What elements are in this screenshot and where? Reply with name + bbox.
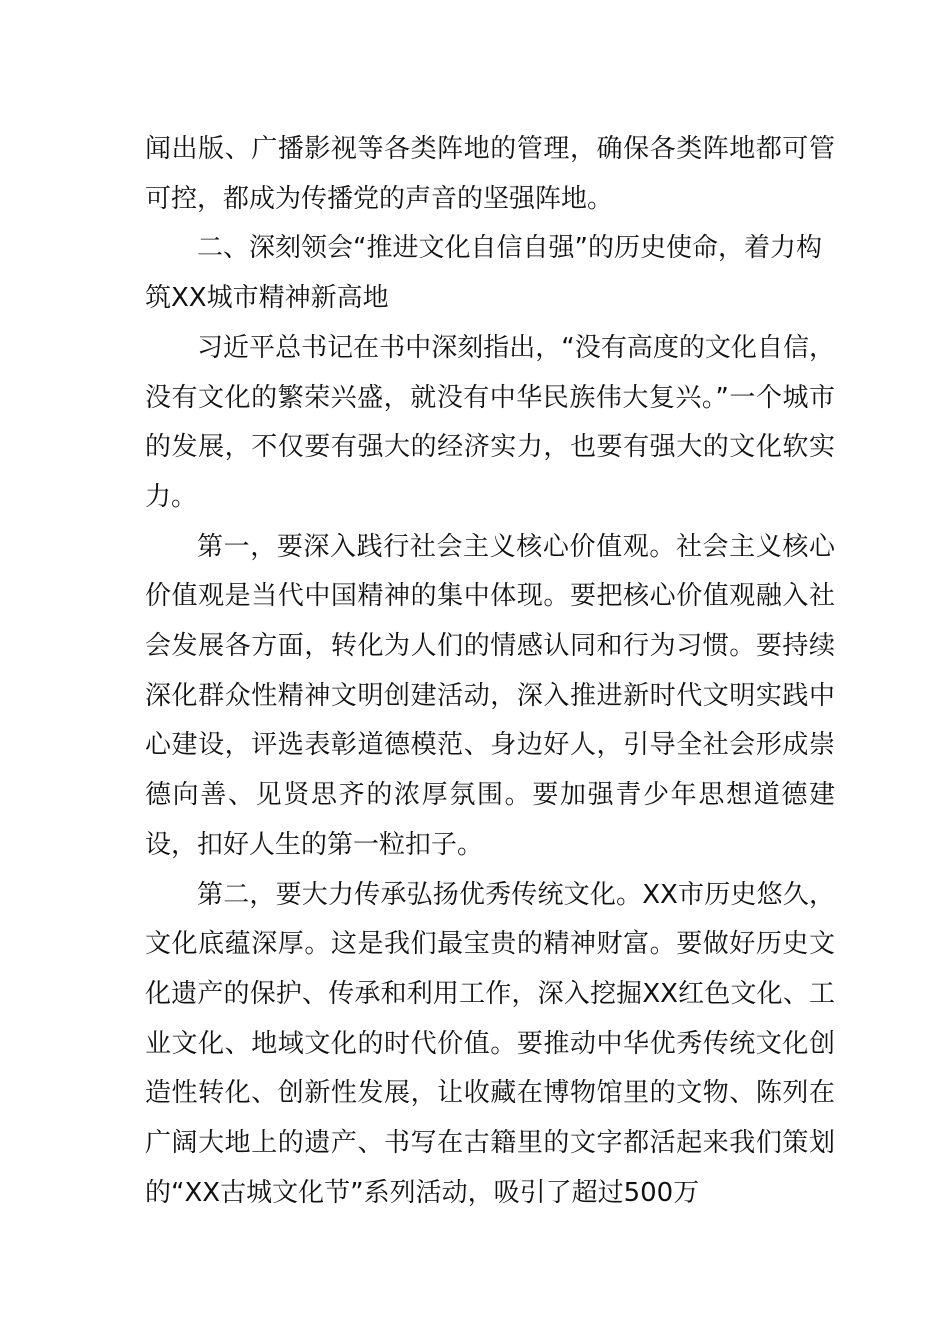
paragraph-quote: 习近平总书记在书中深刻指出，“没有高度的文化自信，没有文化的繁荣兴盛，就没有中华民族伟大复兴。”一个城市的发展，不仅要有强大的经济实力，也要有强大的文化软实力。 (145, 332, 835, 512)
paragraph-first-point: 第一，要深入践行社会主义核心价值观。社会主义核心价值观是当代中国精神的集中体现。要把核心价值观融入社会发展各方面，转化为人们的情感认同和行为习惯。要持续深化群众性精神文明创建活动，深入推进新时代文明实践中心建设，评选表彰道德模范、身边好人，引导全社会形成崇德向善、见贤思齐的浓厚氛围。要加强青少年思想道德建设，扣好人生的第一粒扣子。 (145, 531, 835, 860)
paragraph-second-point: 第二，要大力传承弘扬优秀传统文化。XX市历史悠久，文化底蕴深厚。这是我们最宝贵的精神财富。要做好历史文化遗产的保护、传承和利用工作，深入挖掘XX红色文化、工业文化、地域文化的时代价值。要推动中华优秀传统文化创造性转化、创新性发展，让收藏在博物馆里的文物、陈列在广阔大地上的遗产、书写在古籍里的文字都活起来我们策划的“XX古城文化节”系列活动，吸引了超过500万 (145, 879, 835, 1208)
section-heading: 二、深刻领会“推进文化自信自强”的历史使命，着力构筑XX城市精神新高地 (145, 233, 822, 314)
document-body (145, 125, 835, 1218)
paragraph-continuation: 闻出版、广播影视等各类阵地的管理，确保各类阵地都可管可控，都成为传播党的声音的坚强阵地。 (145, 134, 835, 214)
